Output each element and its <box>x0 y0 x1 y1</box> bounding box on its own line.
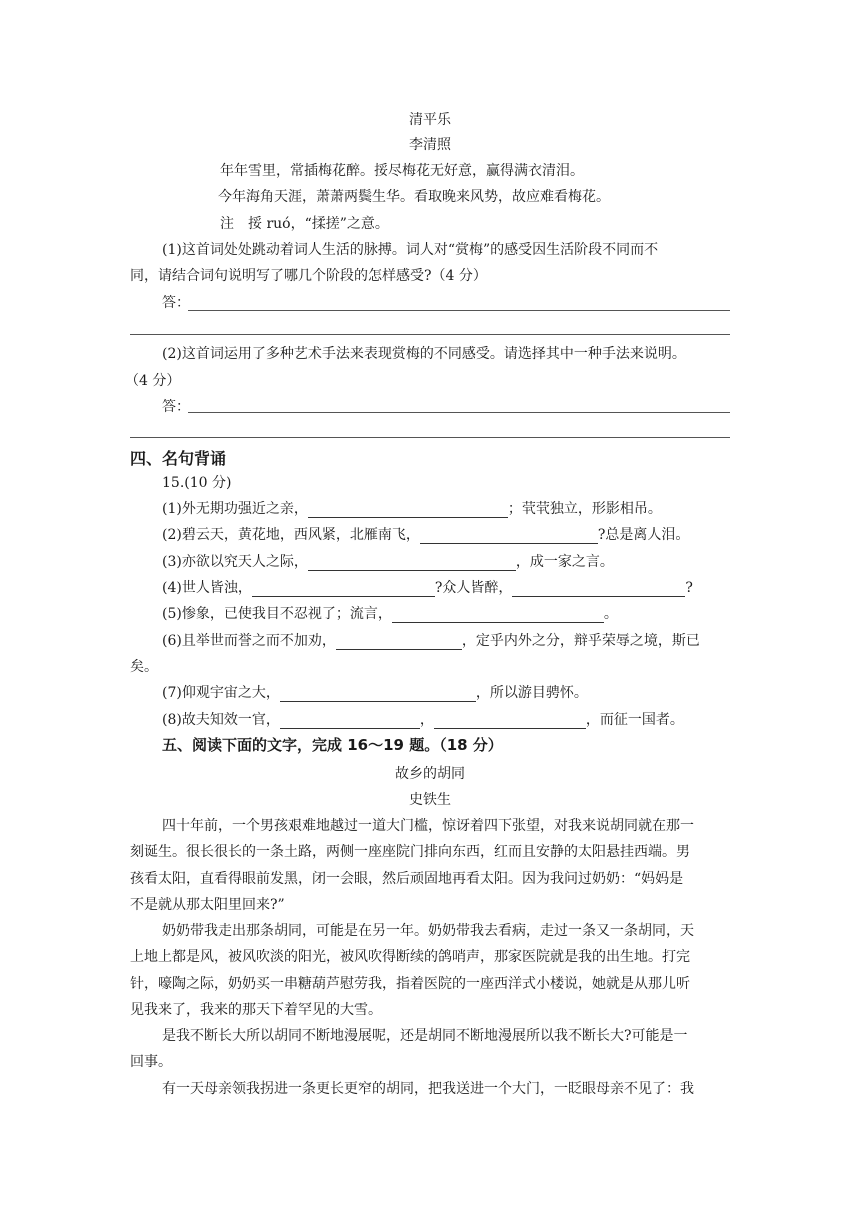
article-line: 见我来了，我来的那天下着罕见的大雪。 <box>130 1002 382 1018</box>
q2-answer-line-2[interactable] <box>130 437 730 438</box>
recitation-item-2: (2)碧云天，黄花地，西风紧，北雁南飞， ?总是离人泪。 <box>162 527 690 543</box>
fill-blank[interactable] <box>252 582 435 597</box>
article-line: 孩看太阳，直看得眼前发黑，闭一会眼，然后顽固地再看太阳。因为我问过奶奶：“妈妈是 <box>130 871 684 887</box>
article-line: 刻诞生。很长很长的一条土路，两侧一座座院门排向东西，红而且安静的太阳悬挂西端。男 <box>130 844 690 860</box>
q2-answer-line-1[interactable] <box>188 412 730 413</box>
article-line: 奶奶带我走出那条胡同，可能是在另一年。奶奶带我去看病，走过一条又一条胡同，天 <box>162 923 694 939</box>
recitation-item-7: (7)仰观宇宙之大， ，所以游目骋怀。 <box>162 685 588 701</box>
fill-blank[interactable] <box>308 556 516 571</box>
article-line: 四十年前，一个男孩艰难地越过一道大门槛，惊讶着四下张望，对我来说胡同就在那一 <box>162 818 694 834</box>
recitation-item-6-continued: 矣。 <box>130 659 158 675</box>
q1-answer-line-2[interactable] <box>130 334 730 335</box>
q2-text-b: （4 分） <box>125 373 181 389</box>
section-4-heading: 四、名句背诵 <box>130 449 227 468</box>
q1-answer-line-1[interactable] <box>188 310 730 311</box>
article-line: 是我不断长大所以胡同不断地漫展呢，还是胡同不断地漫展所以我不断长大?可能是一 <box>162 1028 688 1044</box>
section-5-heading: 五、阅读下面的文字，完成 16～19 题。（18 分） <box>162 736 503 754</box>
q2-text-a: (2)这首词运用了多种艺术手法来表现赏梅的不同感受。请选择其中一种手法来说明。 <box>162 346 686 362</box>
poem-author: 李清照 <box>409 137 451 153</box>
q2-answer-label: 答： <box>162 399 190 415</box>
fill-blank[interactable] <box>434 714 586 729</box>
question-15-label: 15.(10 分) <box>162 475 232 491</box>
fill-blank[interactable] <box>280 714 420 729</box>
q1-answer-label: 答： <box>162 295 190 311</box>
recitation-item-4: (4)世人皆浊， ?众人皆醉， ? <box>162 580 693 596</box>
recitation-item-3: (3)亦欲以究天人之际， ，成一家之言。 <box>162 554 614 570</box>
fill-blank[interactable] <box>336 635 462 650</box>
q1-text-a: (1)这首词处处跳动着词人生活的脉搏。词人对“赏梅”的感受因生活阶段不同而不 <box>162 242 659 258</box>
q1-text-b: 同，请结合词句说明写了哪几个阶段的怎样感受?（4 分） <box>130 268 487 284</box>
article-title: 故乡的胡同 <box>395 766 465 782</box>
fill-blank[interactable] <box>280 687 476 702</box>
article-line: 针，嚎陶之际，奶奶买一串糖葫芦慰劳我，指着医院的一座西洋式小楼说，她就是从那儿听 <box>130 976 690 992</box>
fill-blank[interactable] <box>512 582 685 597</box>
recitation-item-6: (6)且举世而誉之而不加劝， ，定乎内外之分，辩乎荣辱之境，斯已 <box>162 633 700 649</box>
poem-line-2: 今年海角天涯，萧萧两鬓生华。看取晚来风势，故应难看梅花。 <box>218 189 610 205</box>
recitation-item-8: (8)故夫知效一官， ， ，而征一国者。 <box>162 712 684 728</box>
article-line: 回事。 <box>130 1054 172 1070</box>
poem-title: 清平乐 <box>409 112 451 128</box>
fill-blank[interactable] <box>308 503 508 518</box>
recitation-item-1: (1)外无期功强近之亲， ；茕茕独立，形影相吊。 <box>162 501 662 517</box>
article-author: 史铁生 <box>409 792 451 808</box>
poem-note: 注 挼 ruó，“揉搓”之意。 <box>220 216 389 232</box>
fill-blank[interactable] <box>420 529 598 544</box>
recitation-item-5: (5)惨象，已使我目不忍视了；流言， 。 <box>162 606 618 622</box>
article-line: 不是就从那太阳里回来?” <box>130 897 285 913</box>
poem-line-1: 年年雪里，常插梅花醉。挼尽梅花无好意，赢得满衣清泪。 <box>220 163 584 179</box>
article-line: 上地上都是风，被风吹淡的阳光，被风吹得断续的鸽哨声，那家医院就是我的出生地。打完 <box>130 949 690 965</box>
article-line: 有一天母亲领我拐进一条更长更窄的胡同，把我送进一个大门，一眨眼母亲不见了：我 <box>162 1081 694 1097</box>
fill-blank[interactable] <box>392 608 604 623</box>
